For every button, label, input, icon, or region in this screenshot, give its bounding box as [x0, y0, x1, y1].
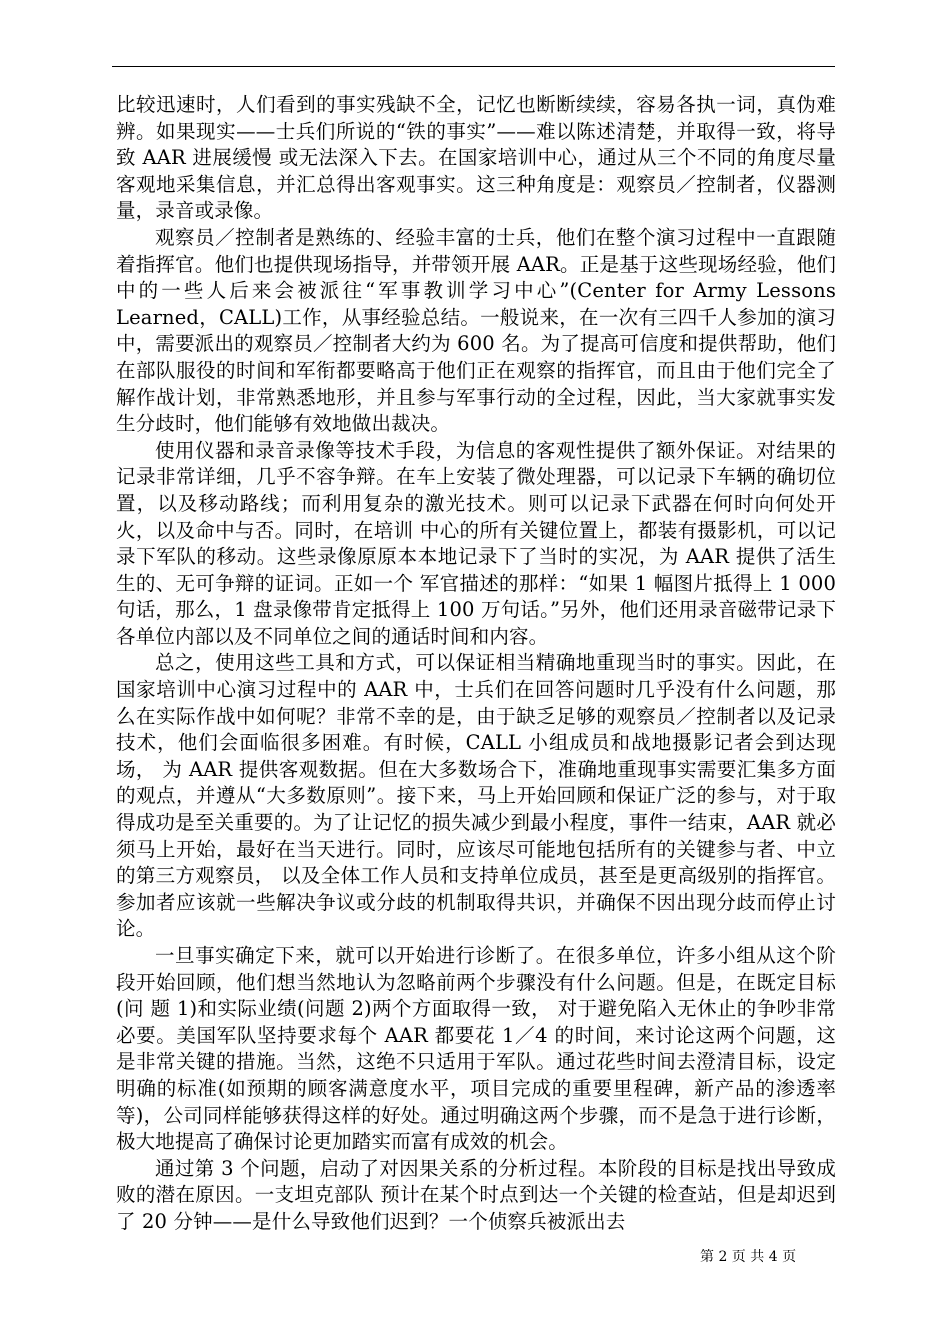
- paragraph-2: 观察员／控制者是熟练的、经验丰富的士兵，他们在整个演习过程中一直跟随着指挥官。他们也提供现场指导，并带领开展 AAR。正是基于这些现场经验，他们中的一些人后来会被派往“军事教训学习中心”(Center for Army Lessons Learned，CALL)工作，从事经验总结。一般说来，在一次有三四千人参加的演习中，需要派出的观察员／控制者大约为 600 名。为了提高可信度和提供帮助，他们在部队服役的时间和军衔都要略高于他们正在观察的指挥官，而且由于他们完全了解作战计划，非常熟悉地形，并且参与军事行动的全过程，因此，当大家就事实发生分歧时，他们能够有效地做出裁决。: [116, 225, 836, 436]
- document-body: [116, 92, 836, 1236]
- paragraph-5: 一旦事实确定下来，就可以开始进行诊断了。在很多单位，许多小组从这个阶段开始回顾，他们想当然地认为忽略前两个步骤没有什么问题。但是，在既定目标(问 题 1)和实际业绩(问题 2)两个方面取得一致， 对于避免陷入无休止的争吵非常必要。美国军队坚持要求每个 AAR 都要花 1／4 的时间，来讨论这两个问题，这 是非常关键的措施。当然，这绝不只适用于军队。通过花些时间去澄清目标，设定明确的标准(如预期的顾客满意度水平，项目完成的重要里程碑，新产品的渗透率等)，公司同样能够获得这样的好处。通过明确这两个步骤，而不是急于进行诊断，极大地提高了确保讨论更加踏实而富有成效的机会。: [116, 944, 836, 1154]
- header-rule: [112, 66, 835, 67]
- paragraph-4: 总之，使用这些工具和方式，可以保证相当精确地重现当时的事实。因此，在国家培训中心演习过程中的 AAR 中，士兵们在回答问题时几乎没有什么问题，那么在实际作战中如何呢？非常不幸的是，由于缺乏足够的观察员／控制者以及记录技术，他们会面临很多困难。有时候，CALL 小组成员和战地摄影记者会到达现场， 为 AAR 提供客观数据。但在大多数场合下，准确地重现事实需要汇集多方面的观点，并遵从“大多数原则”。接下来，马上开始回顾和保证广泛的参与，对于取得成功是至关重要的。为了让记忆的损失减少到最小程度，事件一结束，AAR 就必须马上开始，最好在当天进行。同时，应该尽可能地包括所有的关键参与者、中立 的第三方观察员， 以及全体工作人员和支持单位成员，甚至是更高级别的指挥官。参加者应该就一些解决争议或分歧的机制取得共识，并确保不因出现分歧而停止讨论。: [116, 651, 836, 941]
- page-number-footer: 第 2 页 共 4 页: [700, 1249, 797, 1265]
- paragraph-1: 比较迅速时，人们看到的事实残缺不全，记忆也断断续续，容易各执一词，真伪难辨。如果现实——士兵们所说的“铁的事实”——难以陈述清楚，并取得一致，将导致 AAR 进展缓慢 或无法深入下去。在国家培训中心，通过从三个不同的角度尽量客观地采集信息，并汇总得出客观事实。这三种角度是：观察员／控制者，仪器测量，录音或录像。: [116, 93, 836, 223]
- paragraph-3: 使用仪器和录音录像等技术手段，为信息的客观性提供了额外保证。对结果的记录非常详细，几乎不容争辩。在车上安装了微处理器，可以记录下车辆的确切位置，以及移动路线；而利用复杂的激光技术。则可以记录下武器在何时向何处开火，以及命中与否。同时，在培训 中心的所有关键位置上，都装有摄影机，可以记录下军队的移动。这些录像原原本本地记录下了当时的实况，为 AAR 提供了活生生的、无可争辩的证词。正如一个 军官描述的那样：“如果 1 幅图片抵得上 1 000 句话，那么，1 盘录像带肯定抵得上 100 万句话。”另外，他们还用录音磁带记录下各单位内部以及不同单位之间的通话时间和内容。: [116, 438, 836, 648]
- paragraph-6: 通过第 3 个问题，启动了对因果关系的分析过程。本阶段的目标是找出导致成败的潜在原因。一支坦克部队 预计在某个时点到达一个关键的检查站，但是却迟到了 20 分钟——是什么导致他们迟到？一个侦察兵被派出去: [116, 1156, 836, 1233]
